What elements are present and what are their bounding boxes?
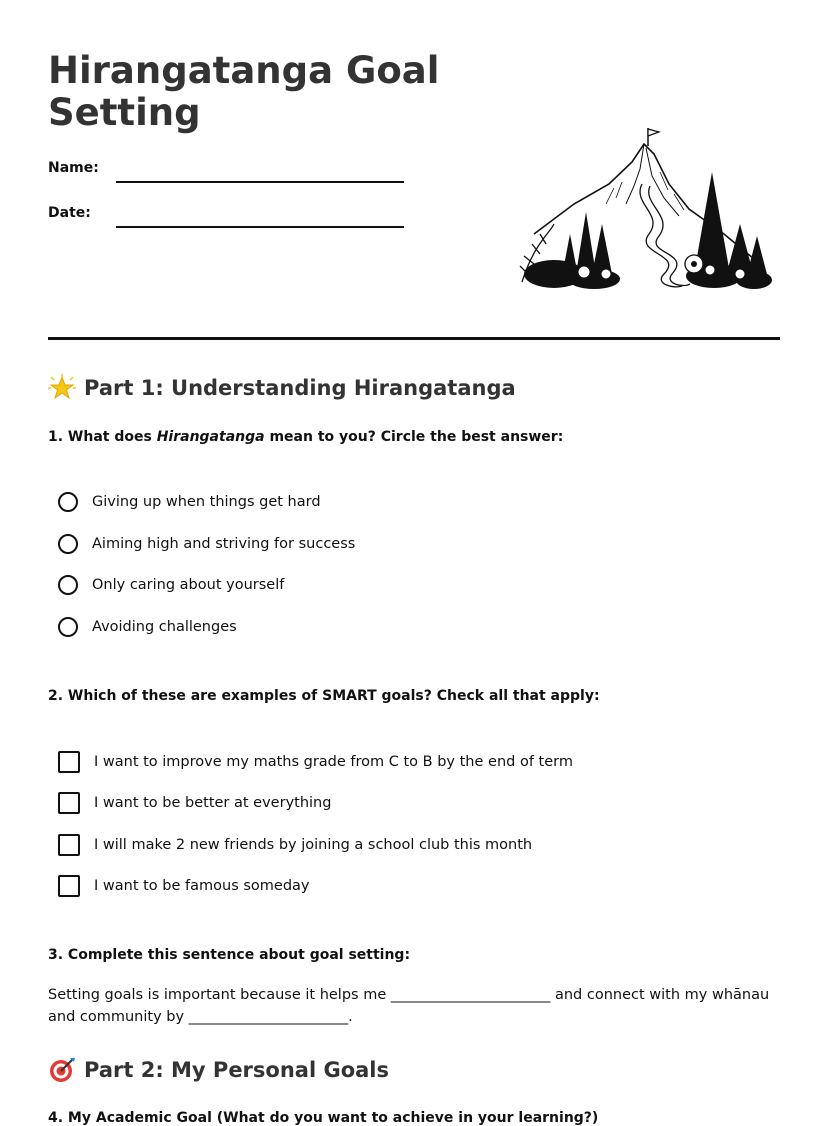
q2-option[interactable] — [58, 834, 532, 856]
q2-option-label: I want to be famous someday — [94, 878, 310, 894]
q1-option[interactable] — [58, 534, 355, 554]
q1-option-label: Aiming high and striving for success — [92, 536, 356, 552]
part1-heading-text: Part 1: Understanding Hirangatanga — [84, 376, 516, 400]
date-label: Date: — [48, 205, 91, 221]
q2-option-label: I want to be better at everything — [94, 795, 332, 811]
direct-hit-target-icon — [48, 1056, 76, 1084]
question-2: 2. Which of these are examples of SMART goals? Check all that apply: — [48, 688, 600, 704]
checkbox[interactable] — [58, 792, 80, 814]
q1-option[interactable] — [58, 492, 321, 512]
q2-option-label: I want to improve my maths grade from C to B by the end of term — [94, 754, 573, 770]
part2-heading — [48, 1056, 389, 1084]
radio-button[interactable] — [58, 617, 78, 637]
q1-option-label: Avoiding challenges — [92, 619, 237, 635]
glowing-star-icon — [48, 374, 76, 402]
q2-option[interactable] — [58, 792, 331, 814]
q2-option[interactable] — [58, 751, 573, 773]
name-field[interactable] — [116, 181, 404, 183]
name-label: Name: — [48, 160, 99, 176]
q1-option[interactable] — [58, 575, 284, 595]
part1-heading — [48, 374, 516, 402]
part2-heading-text: Part 2: My Personal Goals — [84, 1058, 390, 1082]
question-1-emphasis: Hirangatanga — [156, 429, 265, 445]
question-1 — [48, 429, 563, 445]
section-divider — [48, 337, 780, 340]
page-title: Hirangatanga Goal Setting — [48, 49, 440, 134]
q1-option-label: Only caring about yourself — [92, 577, 285, 593]
checkbox[interactable] — [58, 834, 80, 856]
q2-option-label: I will make 2 new friends by joining a school club this month — [94, 837, 533, 853]
question-4: 4. My Academic Goal (What do you want to achieve in your learning?) — [48, 1110, 599, 1126]
radio-button[interactable] — [58, 492, 78, 512]
fill-in-sentence[interactable]: Setting goals is important because it helps me ______________________ and connect with my whānau and community by ______________________. — [48, 987, 770, 1025]
q2-option[interactable] — [58, 875, 310, 897]
question-3: 3. Complete this sentence about goal setting: — [48, 947, 411, 963]
question-1-prefix: 1. What does — [48, 429, 157, 445]
mountain-summit-flag-illustration — [514, 124, 774, 292]
q1-option-label: Giving up when things get hard — [92, 494, 321, 510]
checkbox[interactable] — [58, 875, 80, 897]
radio-button[interactable] — [58, 534, 78, 554]
radio-button[interactable] — [58, 575, 78, 595]
checkbox[interactable] — [58, 751, 80, 773]
date-field[interactable] — [116, 226, 404, 228]
question-1-suffix: mean to you? Circle the best answer: — [264, 429, 564, 445]
q1-option[interactable] — [58, 617, 237, 637]
